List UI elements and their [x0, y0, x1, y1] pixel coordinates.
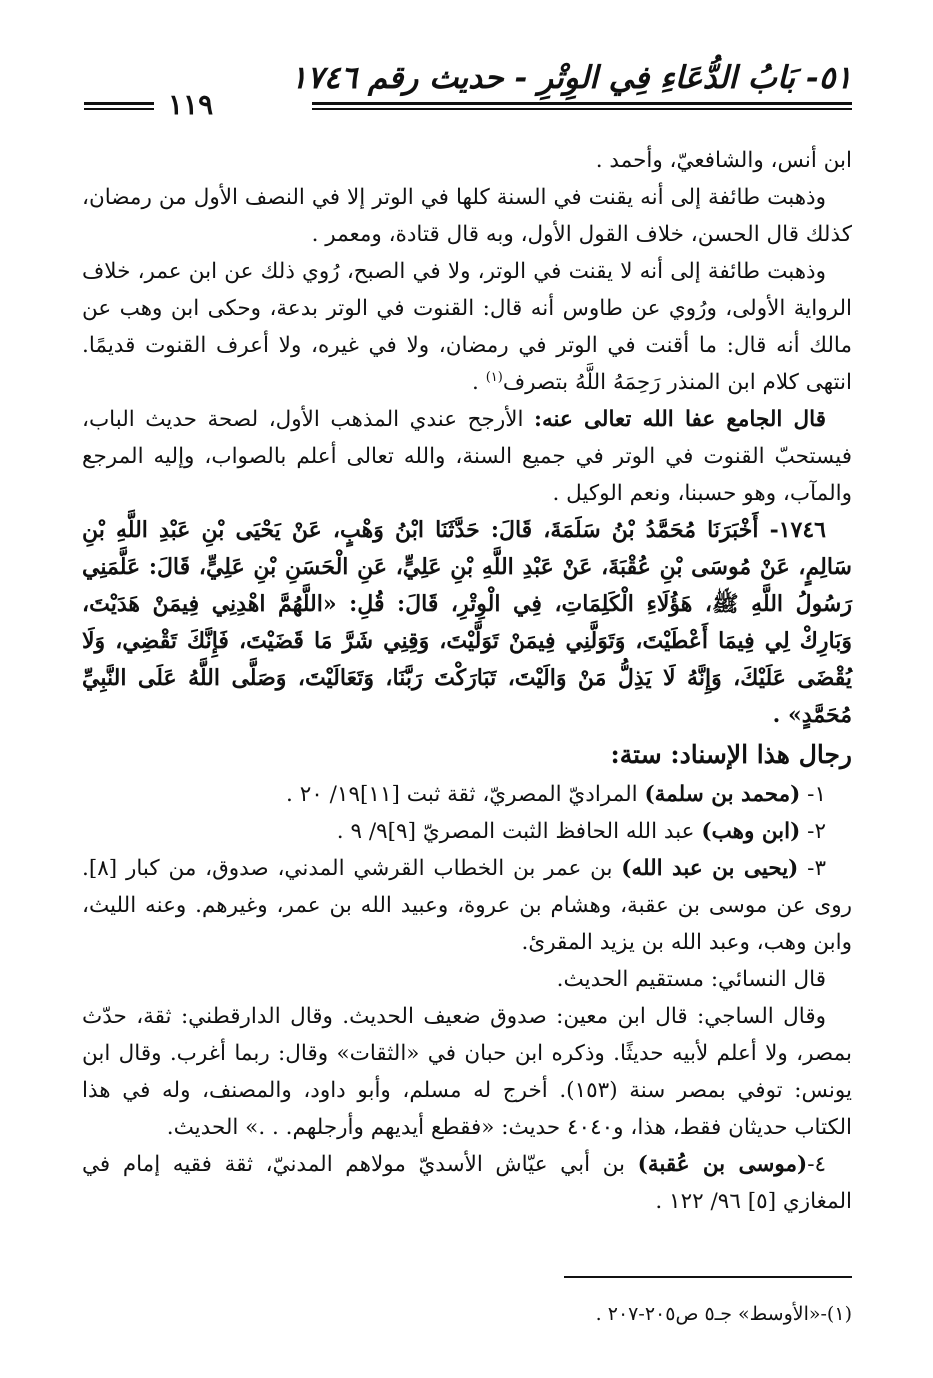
hadith-text: ١٧٤٦- أَخْبَرَنَا مُحَمَّدُ بْنُ سَلَمَةَ، قَالَ: حَدَّثَنَا ابْنُ وَهْبٍ، عَنْ يَحْيَى بْنِ عَبْدِ اللَّهِ بْنِ سَالِمٍ، عَنْ مُوسَى بْنِ عُقْبَةَ، عَنْ عَبْدِ اللَّهِ بْنِ عَلِيٍّ، عَنِ الْحَسَنِ بْنِ عَلِيٍّ، قَالَ: عَلَّمَنِي رَسُولُ اللَّهِ ﷺ، هَؤُلَاءِ الْكَلِمَاتِ، فِي الْوِتْرِ، قَالَ: قُلِ: «اللَّهُمَّ اهْدِنِي فِيمَنْ هَدَيْتَ، وَبَارِكْ لِي فِيمَا أَعْطَيْتَ، وَتَوَلَّنِي فِيمَنْ تَوَلَّيْتَ، وَقِنِي شَرَّ مَا قَضَيْتَ، فَإِنَّكَ تَقْضِي، وَلَا يُقْضَى عَلَيْكَ، وَإِنَّهُ لَا يَذِلُّ مَنْ وَالَيْتَ، تَبَارَكْتَ رَبَّنَا، وَتَعَالَيْتَ، وَصَلَّى اللَّهُ عَلَى النَّبِيِّ مُحَمَّدٍ» .	[82, 517, 852, 728]
narrator-name: (ابن وهب)	[701, 819, 801, 844]
chapter-title: ٥١- بَابُ الدُّعَاءِ فِي الوِتْرِ - حديث رقم ١٧٤٦	[290, 60, 852, 96]
narrator-name: (يحيى بن عبد الله)	[621, 856, 799, 881]
narrators-heading: رجال هذا الإسناد: ستة:	[610, 740, 852, 769]
header-rule	[312, 102, 852, 110]
jami-label: قال الجامع عفا الله تعالى عنه:	[534, 407, 827, 432]
paragraph-text: وذهبت طائفة إلى أنه لا يقنت في الوتر، ولا في الصبح، رُوي ذلك عن ابن عمر، خلاف الرواية الأولى، ورُوي عن طاوس أنه قال: القنوت في الوتر بدعة، وحكى ابن وهب عن مالك أنه قال: ما أقنت في الوتر في رمضان، ولا في غيره، ولا أعرف القنوت قديمًا. انتهى كلام ابن المنذر رَحِمَهُ اللَّهُ بتصرف	[82, 259, 852, 395]
header-rule-short	[84, 102, 154, 110]
narrator-note: قال النسائي: مستقيم الحديث.	[556, 967, 826, 992]
footnote-divider	[564, 1276, 852, 1278]
narrator-entry	[82, 776, 852, 813]
footnote: (١)-«الأوسط» جـ٥ ص٢٠٥-٢٠٧ .	[595, 1303, 852, 1325]
narrator-name: (موسى بن عُقبة)	[637, 1152, 808, 1177]
narrator-details: بن أبي عيّاش الأسديّ مولاهم المدنيّ، ثقة فقيه إمام في المغازي [٥] ٩٦/ ١٢٢ .	[82, 1152, 852, 1214]
paragraph	[82, 253, 852, 401]
narrator-note: وقال الساجي: قال ابن معين: صدوق ضعيف الحديث. وقال الدارقطني: ثقة، حدّث بمصر، ولا أعلم لأبيه حديثًا. وذكره ابن حبان في «الثقات» وقال: ربما أغرب. وقال ابن يونس: توفي بمصر سنة (١٥٣). أخرج له مسلم، وأبو داود، والمصنف، وله في هذا الكتاب حديثان فقط، هذا، و٤٠٤٠ حديث: «فقطع أيديهم وأرجلهم. . .» الحديث.	[82, 1004, 852, 1140]
narrator-details: المراديّ المصريّ، ثقة ثبت [١١]١٩/ ٢٠ .	[286, 782, 645, 807]
narrator-name: (محمد بن سلمة)	[644, 782, 801, 807]
narrator-entry	[82, 1146, 852, 1220]
paragraph: وذهبت طائفة إلى أنه يقنت في السنة كلها في الوتر إلا في النصف الأول من رمضان، كذلك قال الحسن، خلاف القول الأول، وبه قال قتادة، ومعمر .	[82, 185, 852, 247]
narrator-details: عبد الله الحافظ الثبت المصريّ [٩]٩/ ٩ .	[336, 819, 702, 844]
narrator-entry	[82, 813, 852, 850]
narrator-number: ٣-	[798, 856, 826, 881]
narrator-number: ١-	[800, 782, 826, 807]
narrator-entry	[82, 850, 852, 961]
paragraph-end: .	[472, 370, 486, 395]
footnote-marker: (١)	[485, 369, 503, 385]
paragraph: ابن أنس، والشافعيّ، وأحمد .	[595, 148, 852, 173]
narrator-details: بن عمر بن الخطاب القرشي المدني، صدوق، من كبار [٨]. روى عن موسى بن عقبة، وهشام بن عروة، وعبيد الله بن عمر، وغيرهم. وعنه الليث، وابن وهب، وعبد الله بن يزيد المقرئ.	[82, 856, 852, 955]
page-header	[84, 60, 852, 124]
main-text	[82, 142, 852, 1220]
jami-paragraph	[82, 401, 852, 512]
narrator-number: ٢-	[800, 819, 826, 844]
narrator-number: ٤-	[807, 1152, 827, 1177]
jami-text: الأرجح عندي المذهب الأول، لصحة حديث الباب، فيستحبّ القنوت في الوتر في جميع السنة، والله تعالى أعلم بالصواب، وإليه المرجع والمآب، وهو حسبنا، ونعم الوكيل .	[82, 407, 852, 506]
page-number: ١١٩	[168, 88, 214, 121]
